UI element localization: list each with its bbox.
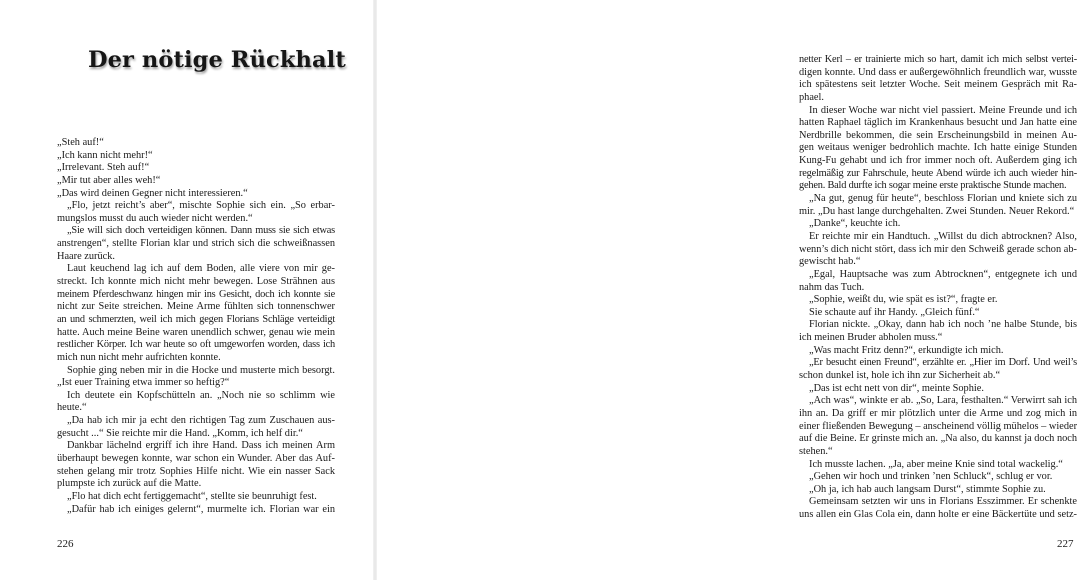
text-line: „Flo hat dich echt fertiggemacht“, stellte sie beunruhigt fest. [67,490,317,502]
text-line: streckt. Ich konnte mich nicht mehr bewegen. Lose Strähnen aus [57,276,335,288]
text-line: „Irrelevant. Steh auf!“ [57,162,150,174]
chapter-title: Der nötige Rückhalt [88,47,346,73]
page-number-right: 227 [1057,538,1074,550]
text-line: stehen gelang mir trotz Sophies Hilfe nicht. Wie ein nasser Sack [57,465,335,477]
text-line: einer fließenden Bewegung – anscheinend völlig mühelos – wieder [799,420,1077,432]
text-line: Gemeinsam setzten wir uns in Florians Esszimmer. Er schenkte [809,496,1077,508]
text-line: stehen.“ [799,445,833,457]
text-line: Florian nickte. „Okay, dann hab ich noch ’ne halbe Stunde, bis [809,319,1077,331]
text-line: „Er besucht einen Freund“, erzählte er. „Hier im Dorf. Und weil’s [809,357,1077,369]
text-line: Ich musste lachen. „Ja, aber meine Knie sind total wackelig.“ [809,458,1063,470]
text-line: Laut keuchend lag ich auf dem Boden, alle viere von mir ge- [67,263,335,275]
text-line: digen konnte. Und dass er außergewöhnlich freundlich war, wusste [799,66,1077,78]
text-line: ich meinen Bruder abholen muss.“ [799,332,943,344]
text-line: Haare zurück. [57,250,116,262]
text-line: nicht zur Seite streichen. Meine Arme fühlten sich tonnenschwer [57,301,335,313]
text-line: gewischt hab.“ [799,256,861,268]
text-line: hatten Raphael täglich im Krankenhaus besucht und Jan hatte eine [799,117,1077,129]
text-line: „Steh auf!“ [57,137,104,148]
text-line: überhaupt bewegen konnte, war schon ein Wunder. Aber das Auf- [57,453,335,465]
text-line: schon dunkel ist, hole ich ihn zur Sicherheit ab.“ [799,370,1001,382]
text-line: In dieser Woche war nicht viel passiert. Meine Freunde und ich [809,104,1077,116]
text-line: anstrengen“, stellte Florian klar und strich sich die schweißnassen [57,238,335,250]
left-page-body [57,137,335,516]
text-line: gen weitaus weniger bedrohlich machte. Ich hatte einige Stunden [799,142,1077,154]
text-line: netter Kerl – er trainierte mich so hart, damit ich mich selbst vertei- [799,54,1077,65]
text-line: ich spätestens seit letzter Woche. Seit meinem Gespräch mit Ra- [799,79,1077,91]
text-line: uns allen ein Glas Cola ein, dann holte er eine Bäckertüte und setz- [799,509,1077,521]
text-line: plumpste ich zurück auf die Matte. [57,478,202,490]
text-line: ihn an. Da griff er mir plötzlich unter die Arme und zog mich in [799,407,1077,419]
text-line: „Ist euer Training etwa immer so heftig?“ [57,377,230,389]
left-page [0,0,375,580]
text-line: regelmäßig zur Fahrschule, heute Abend würde ich auch wieder hin- [799,167,1077,179]
text-line: hatte. Auch meine Beine waren unendlich schwer, genau wie mein [57,326,335,338]
text-line: Dankbar lächelnd ergriff ich ihre Hand. Dass ich meinen Arm [67,440,335,452]
text-line: „Ach was“, winkte er ab. „So, Lara, festhalten.“ Verwirrt sah ich [809,395,1077,407]
text-line: mich nun nicht mehr aufrichten konnte. [57,351,221,363]
text-line: Kung-Fu gehabt und ich fror immer noch oft. Außerdem ging ich [799,155,1077,167]
text-line: meinem Pferdeschwanz hingen mir ins Gesicht, doch ich konnte sie [57,288,335,300]
right-page-body [799,54,1077,522]
text-line: „Ich kann nicht mehr!“ [57,149,153,161]
text-line: heute.“ [57,402,87,414]
text-line: „Egal, Hauptsache was zum Abtrocknen“, entgegnete ich und [809,268,1077,280]
text-line: „Was macht Fritz denn?“, erkundigte ich mich. [809,344,1004,356]
text-line: „Flo, jetzt reicht’s aber“, mischte Sophie sich ein. „So erbar- [67,200,335,212]
text-line: „Oh ja, ich hab auch langsam Durst“, stimmte Sophie zu. [809,483,1046,495]
text-line: „Da hab ich mir ja echt den richtigen Tag zum Zuschauen aus- [67,415,335,427]
text-line: Ich deutete ein Kopfschütteln an. „Noch nie so schlimm wie [67,389,335,401]
text-line: „Das ist echt nett von dir“, meinte Sophie. [809,382,984,394]
text-line: gehen. Bald durfte ich sogar meine erste praktische Stunde machen. [799,180,1067,192]
text-line: „Sie will sich doch verteidigen können. Dann muss sie sich etwas [67,225,335,237]
text-line: „Das wird deinen Gegner nicht interessieren.“ [57,187,248,199]
text-line: wenn’s dich nicht stört, dass ich mir den Schweiß gerade schon ab- [799,243,1077,255]
text-line: „Sophie, weißt du, wie spät es ist?“, fragte er. [809,294,998,306]
text-line: „Mir tut aber alles weh!“ [57,174,161,186]
text-line: phael. [799,91,824,103]
text-line: „Gehen wir hoch und trinken ’nen Schluck“, schlug er vor. [809,471,1053,483]
text-line: mungslos musst du auch wieder nicht werden.“ [57,212,253,224]
text-line: mir. „Du hast lange durchgehalten. Zwei Stunden. Neuer Rekord.“ [799,205,1075,217]
text-line: „Danke“, keuchte ich. [809,218,901,230]
text-line: Er reichte mir ein Handtuch. „Willst du dich abtrocknen? Also, [809,230,1077,242]
text-line: Nerdbrille bekommen, die sein Erscheinungsbild in meinen Au- [799,129,1077,141]
text-line: restlicher Körper. Ich war heute so oft umgeworfen worden, dass ich [57,339,335,351]
right-page [375,0,1077,580]
text-line: an und schmerzten, weil ich mich gegen Florians Schläge verteidigt [57,313,335,325]
text-line: „Dafür hab ich einiges gelernt“, murmelte ich. Florian war ein [67,503,335,515]
text-line: Sie schaute auf ihr Handy. „Gleich fünf.“ [809,306,980,318]
text-line: Sophie ging neben mir in die Hocke und musterte mich besorgt. [67,364,335,376]
text-line: „Na gut, genug für heute“, beschloss Florian und kniete sich zu [809,193,1077,205]
text-line: nahm das Tuch. [799,281,865,293]
text-line: gesucht ...“ Sie reichte mir die Hand. „Komm, ich helf dir.“ [57,427,303,439]
page-number-left: 226 [57,538,74,550]
text-line: auf die Beine. Er grinste mich an. „Na also, du kannst ja doch noch [799,433,1077,445]
